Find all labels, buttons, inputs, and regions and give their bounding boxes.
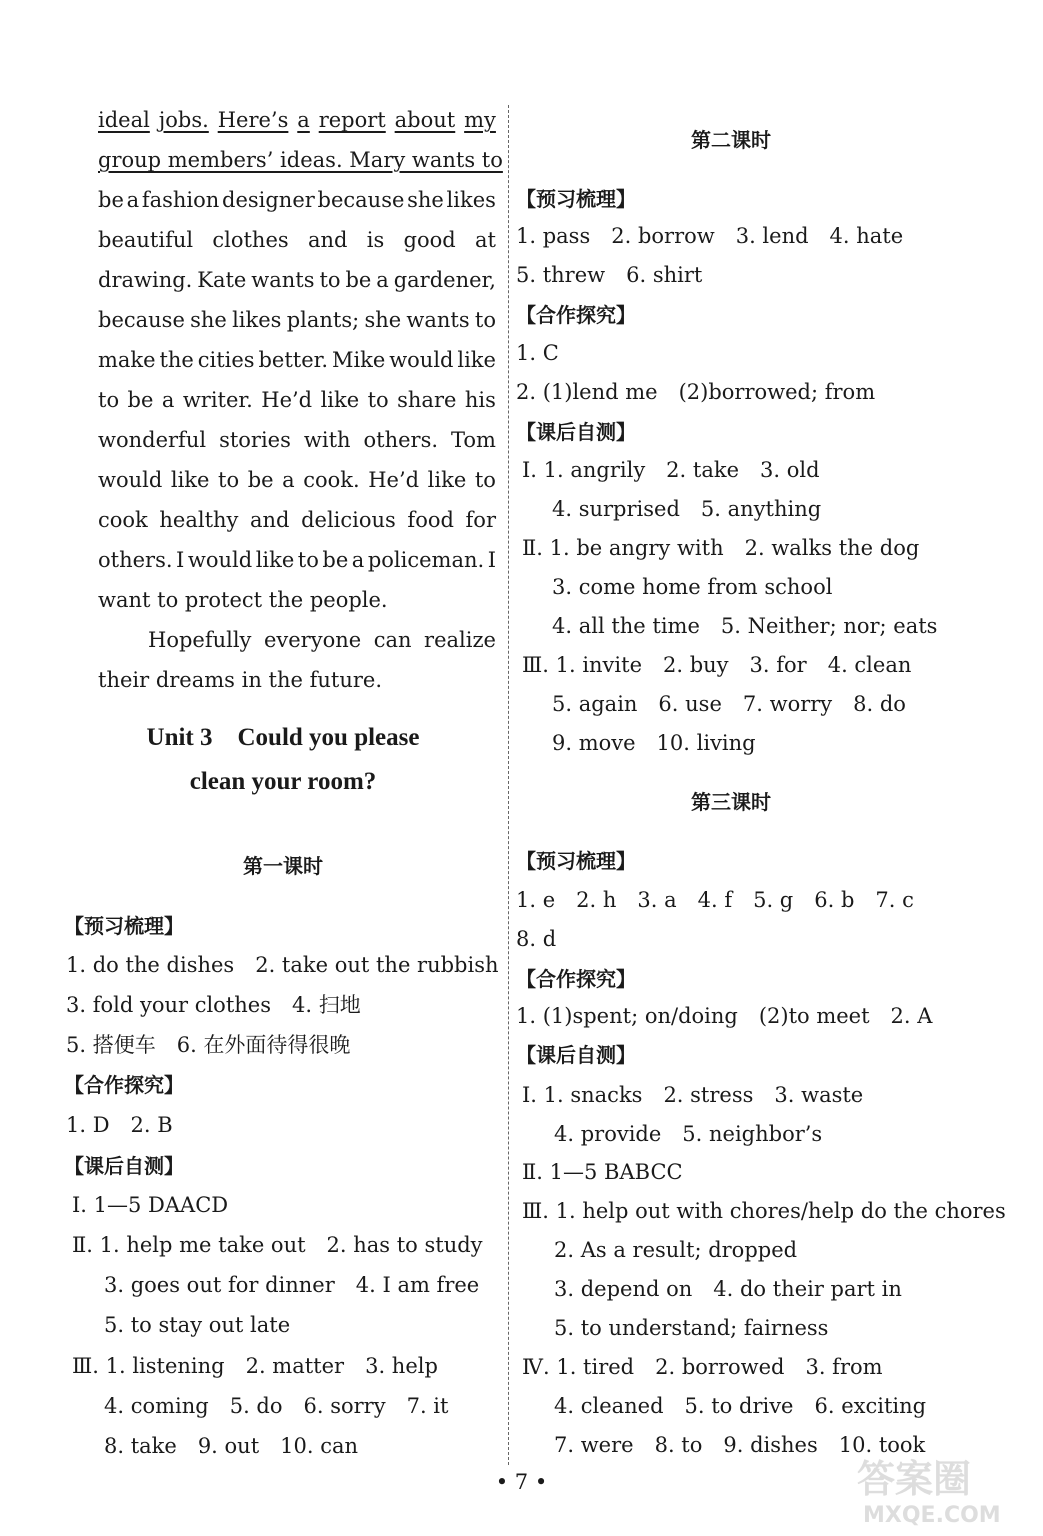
lesson3-test-line: 4. provide 5. neighbor’s <box>554 1122 823 1146</box>
lesson2-preview-heading: 【预习梳理】 <box>516 187 636 211</box>
essay-line: their dreams in the future. <box>98 668 383 692</box>
lesson3-test-heading: 【课后自测】 <box>516 1043 636 1067</box>
lesson3-test-line: Ⅰ. 1. snacks 2. stress 3. waste <box>522 1083 864 1107</box>
lesson1-test-line: 5. to stay out late <box>104 1313 291 1337</box>
essay-line: ideal jobs. Here’s a report about my <box>98 108 496 132</box>
lesson2-preview-line: 1. pass 2. borrow 3. lend 4. hate <box>516 224 904 248</box>
lesson1-test-line: Ⅲ. 1. listening 2. matter 3. help <box>72 1354 438 1378</box>
unit-title-line2: clean your room? <box>189 768 377 795</box>
lesson3-coop-line: 1. (1)spent; on/doing (2)to meet 2. A <box>516 1004 933 1028</box>
lesson1-test-line: 4. coming 5. do 6. sorry 7. it <box>104 1394 449 1418</box>
watermark-text-line1: 答案圈 <box>857 1457 972 1501</box>
lesson1-coop-heading: 【合作探究】 <box>64 1073 184 1097</box>
essay-line: would like to be a cook. He’d like to <box>98 468 496 492</box>
page-number: • 7 • <box>495 1470 548 1494</box>
lesson1-test-line: 8. take 9. out 10. can <box>104 1434 359 1458</box>
lesson1-preview-line: 5. 搭便车 6. 在外面待得很晚 <box>66 1033 351 1057</box>
watermark-logo <box>851 1448 1031 1528</box>
lesson2-test-line: 4. all the time 5. Neither; nor; eats <box>552 614 938 638</box>
essay-line: cook healthy and delicious food for <box>98 508 496 532</box>
lesson3-coop-heading: 【合作探究】 <box>516 967 636 991</box>
lesson3-test-line: 7. were 8. to 9. dishes 10. took <box>554 1433 926 1457</box>
essay-line: others. I would like to be a policeman. I <box>98 548 496 572</box>
lesson1-preview-line: 1. do the dishes 2. take out the rubbish <box>66 953 499 977</box>
essay-line: drawing. Kate wants to be a gardener, <box>98 268 496 292</box>
lesson1-test-line: 3. goes out for dinner 4. I am free <box>104 1273 480 1297</box>
lesson2-coop-line: 1. C <box>516 341 559 365</box>
lesson2-test-line: 3. come home from school <box>552 575 833 599</box>
lesson3-test-line: 5. to understand; fairness <box>554 1316 829 1340</box>
lesson1-coop-line: 1. D 2. B <box>66 1113 173 1137</box>
lesson2-test-line: Ⅰ. 1. angrily 2. take 3. old <box>522 458 820 482</box>
lesson2-test-line: 9. move 10. living <box>552 731 756 755</box>
essay-line: want to protect the people. <box>98 588 388 612</box>
lesson2-title: 第二课时 <box>691 128 771 152</box>
lesson3-test-line: 3. depend on 4. do their part in <box>554 1277 902 1301</box>
essay-line: to be a writer. He’d like to share his <box>98 388 496 412</box>
watermark-text-line2: MXQE.COM <box>863 1503 1001 1528</box>
column-divider <box>508 105 509 1465</box>
essay-line: beautiful clothes and is good at <box>98 228 496 252</box>
lesson2-test-heading: 【课后自测】 <box>516 420 636 444</box>
lesson2-test-line: Ⅲ. 1. invite 2. buy 3. for 4. clean <box>522 653 912 677</box>
lesson1-test-line: Ⅱ. 1. help me take out 2. has to study <box>72 1233 483 1257</box>
essay-line: make the cities better. Mike would like <box>98 348 496 372</box>
unit-title-line1: Unit 3 Could you please <box>146 724 420 751</box>
essay-line: Hopefully everyone can realize <box>148 628 496 652</box>
lesson1-title: 第一课时 <box>243 854 323 878</box>
lesson3-test-line: 2. As a result; dropped <box>554 1238 798 1262</box>
lesson3-test-line: Ⅱ. 1—5 BABCC <box>522 1160 683 1184</box>
essay-line: group members’ ideas. Mary wants to <box>98 148 503 172</box>
lesson3-preview-heading: 【预习梳理】 <box>516 849 636 873</box>
lesson2-test-line: 4. surprised 5. anything <box>552 497 822 521</box>
lesson1-preview-line: 3. fold your clothes 4. 扫地 <box>66 993 361 1017</box>
lesson3-preview-line: 1. e 2. h 3. a 4. f 5. g 6. b 7. c <box>516 888 914 912</box>
lesson2-test-line: Ⅱ. 1. be angry with 2. walks the dog <box>522 536 920 560</box>
essay-line: wonderful stories with others. Tom <box>98 428 496 452</box>
lesson1-test-heading: 【课后自测】 <box>64 1154 184 1178</box>
lesson2-coop-heading: 【合作探究】 <box>516 303 636 327</box>
lesson2-preview-line: 5. threw 6. shirt <box>516 263 703 287</box>
lesson3-test-line: Ⅲ. 1. help out with chores/help do the chores <box>522 1199 1006 1223</box>
lesson1-test-line: Ⅰ. 1—5 DAACD <box>72 1193 229 1217</box>
essay-line: because she likes plants; she wants to <box>98 308 496 332</box>
lesson3-test-line: 4. cleaned 5. to drive 6. exciting <box>554 1394 927 1418</box>
lesson3-test-line: Ⅳ. 1. tired 2. borrowed 3. from <box>522 1355 883 1379</box>
lesson2-coop-line: 2. (1)lend me (2)borrowed; from <box>516 380 876 404</box>
lesson2-test-line: 5. again 6. use 7. worry 8. do <box>552 692 906 716</box>
lesson3-preview-line: 8. d <box>516 927 557 951</box>
lesson1-preview-heading: 【预习梳理】 <box>64 914 184 938</box>
lesson3-title: 第三课时 <box>691 790 771 814</box>
essay-line: be a fashion designer because she likes <box>98 188 496 212</box>
